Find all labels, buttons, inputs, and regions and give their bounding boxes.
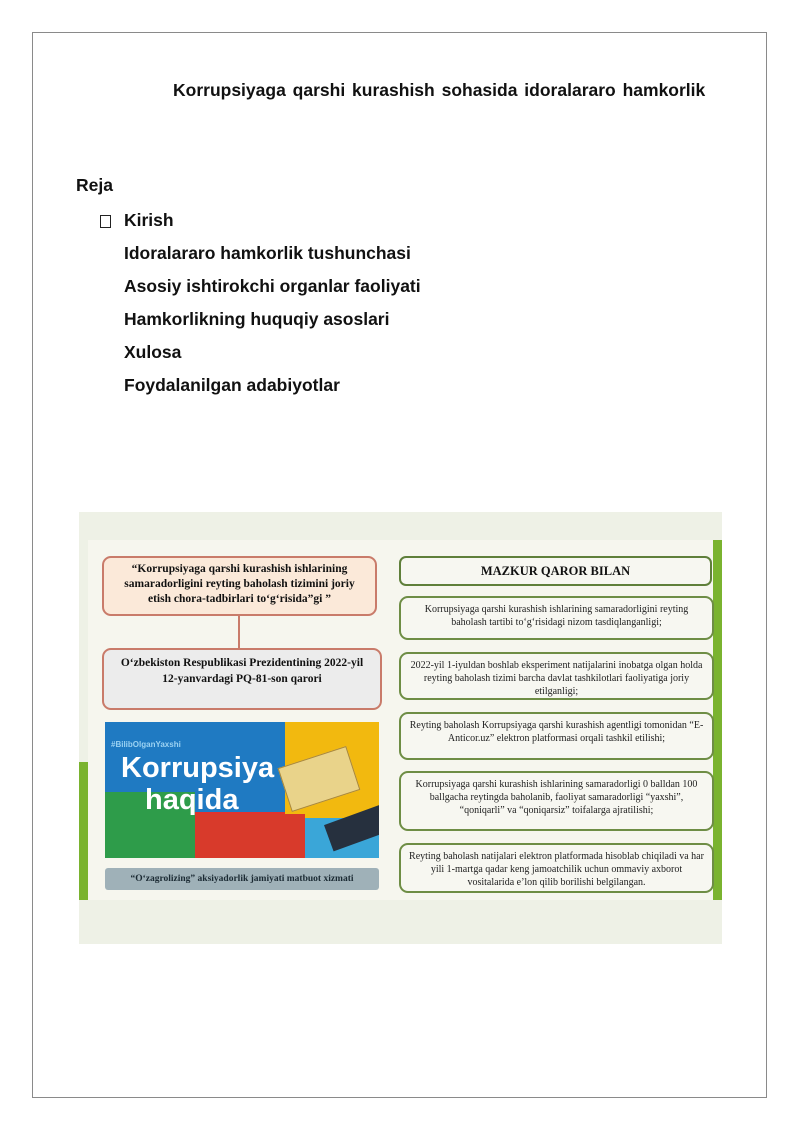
- plan-item-label: Xulosa: [124, 342, 182, 362]
- plan-item-participants: [100, 271, 421, 304]
- decision-item: Korrupsiyaga qarshi kurashish ishlarining samaradorligini reyting baholash tartibi to‘g‘risidagi nizom tasdiqlanganligi;: [399, 596, 714, 640]
- plan-item-label: Asosiy ishtirokchi organlar faoliyati: [124, 276, 421, 296]
- decor-strip-left: [79, 762, 88, 900]
- poster-title-line1: Korrupsiya: [121, 752, 275, 784]
- poster-red-block: [195, 814, 305, 858]
- plan-list: [100, 205, 421, 403]
- plan-item-label: Kirish: [124, 210, 174, 230]
- decision-header: MAZKUR QAROR BILAN: [399, 556, 712, 586]
- plan-item-label: Idoralararo hamkorlik tushunchasi: [124, 243, 411, 263]
- plan-item-concept: [100, 238, 421, 271]
- plan-item-label: Foydalanilgan adabiyotlar: [124, 375, 340, 395]
- plan-item-references: [100, 370, 421, 403]
- plan-item-legal-basis: [100, 304, 421, 337]
- document-title: Korrupsiyaga qarshi kurashish sohasida idoralararo hamkorlik: [173, 80, 706, 100]
- decision-item: Reyting baholash natijalari elektron platformada hisoblab chiqiladi va har yili 1-martga qadar keng jamoatchilik uchun ommaviy axborot vositalarida e’lon qilib borilishi belgilangan.: [399, 843, 714, 893]
- plan-heading: Reja: [76, 175, 113, 195]
- plan-item-conclusion: [100, 337, 421, 370]
- decree-reference-box: O‘zbekiston Respublikasi Prezidentining 2022-yil 12-yanvardagi PQ-81-son qarori: [102, 648, 382, 710]
- decision-item: 2022-yil 1-iyuldan boshlab eksperiment natijalarini inobatga olgan holda reyting baholash tizimi barcha davlat tashkilotlari faoliyatiga joriy etilganligi;: [399, 652, 714, 700]
- plan-item-label: Hamkorlikning huquqiy asoslari: [124, 309, 390, 329]
- plan-item-kirish: [100, 205, 421, 238]
- poster-caption: “O‘zagrolizing” aksiyadorlik jamiyati matbuot xizmati: [105, 868, 379, 890]
- decision-item: Reyting baholash Korrupsiyaga qarshi kurashish agentligi tomonidan “E-Anticor.uz” elektron platformasi orqali tashkil etilishi;: [399, 712, 714, 760]
- infographic-image: [79, 512, 722, 944]
- bullet-box-icon: [100, 215, 111, 228]
- connector-line: [238, 616, 240, 648]
- decree-title-box: “Korrupsiyaga qarshi kurashish ishlarining samaradorligini reyting baholash tizimini joriy etish chora-tadbirlari to‘g‘risida”gi ”: [102, 556, 377, 616]
- poster-title-line2: haqida: [145, 784, 239, 816]
- korrupsiya-poster: [105, 722, 379, 858]
- decision-item: Korrupsiyaga qarshi kurashish ishlarining samaradorligi 0 balldan 100 ballgacha reytingda baholanib, faoliyat samaradorligi “yaxshi”, “qoniqarli” va “qoniqarsiz” toifalarga ajratilishi;: [399, 771, 714, 831]
- poster-hashtag: #BilibOlganYaxshi: [111, 740, 181, 749]
